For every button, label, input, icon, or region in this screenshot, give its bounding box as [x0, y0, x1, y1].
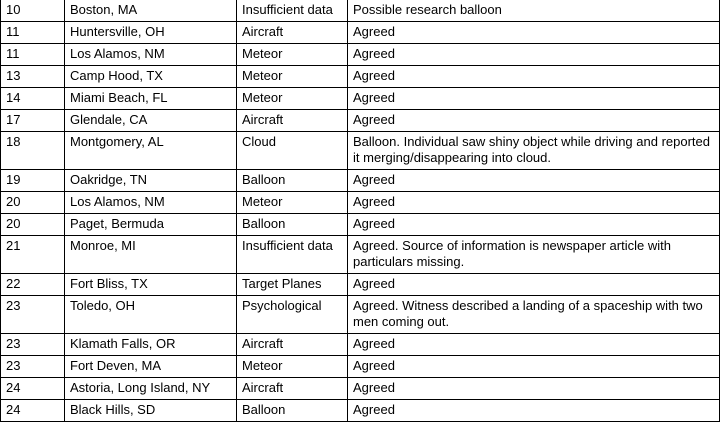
day-cell: 18 [1, 132, 65, 170]
table-row [1, 214, 720, 236]
table-row [1, 66, 720, 88]
day-cell: 11 [1, 44, 65, 66]
location-cell: Huntersville, OH [65, 22, 237, 44]
day-cell: 13 [1, 66, 65, 88]
explanation-cell: Meteor [237, 66, 348, 88]
comment-cell: Agreed [348, 22, 720, 44]
comment-cell: Agreed [348, 378, 720, 400]
explanation-cell: Meteor [237, 192, 348, 214]
location-cell: Oakridge, TN [65, 170, 237, 192]
day-cell: 10 [1, 0, 65, 22]
table-row [1, 236, 720, 274]
location-cell: Miami Beach, FL [65, 88, 237, 110]
comment-cell: Agreed [348, 192, 720, 214]
explanation-cell: Aircraft [237, 22, 348, 44]
table-row [1, 0, 720, 22]
location-cell: Glendale, CA [65, 110, 237, 132]
location-cell: Paget, Bermuda [65, 214, 237, 236]
table-row [1, 378, 720, 400]
location-cell: Astoria, Long Island, NY [65, 378, 237, 400]
explanation-cell: Balloon [237, 214, 348, 236]
table-row [1, 22, 720, 44]
location-cell: Montgomery, AL [65, 132, 237, 170]
location-cell: Fort Bliss, TX [65, 274, 237, 296]
comment-cell: Agreed [348, 214, 720, 236]
explanation-cell: Psychological [237, 296, 348, 334]
day-cell: 11 [1, 22, 65, 44]
day-cell: 24 [1, 378, 65, 400]
comment-cell: Agreed [348, 88, 720, 110]
explanation-cell: Meteor [237, 44, 348, 66]
comment-cell: Agreed. Witness described a landing of a spaceship with two men coming out. [348, 296, 720, 334]
explanation-cell: Insufficient data [237, 0, 348, 22]
table-row [1, 132, 720, 170]
comment-cell: Agreed [348, 334, 720, 356]
table-row [1, 192, 720, 214]
table-row [1, 44, 720, 66]
comment-cell: Agreed [348, 356, 720, 378]
day-cell: 22 [1, 274, 65, 296]
location-cell: Black Hills, SD [65, 400, 237, 422]
table-row [1, 274, 720, 296]
explanation-cell: Meteor [237, 356, 348, 378]
comment-cell: Balloon. Individual saw shiny object while driving and reported it merging/disappearing into cloud. [348, 132, 720, 170]
location-cell: Boston, MA [65, 0, 237, 22]
location-cell: Los Alamos, NM [65, 44, 237, 66]
day-cell: 23 [1, 356, 65, 378]
day-cell: 21 [1, 236, 65, 274]
location-cell: Monroe, MI [65, 236, 237, 274]
location-cell: Los Alamos, NM [65, 192, 237, 214]
day-cell: 23 [1, 296, 65, 334]
table-row [1, 110, 720, 132]
explanation-cell: Aircraft [237, 334, 348, 356]
table-row [1, 170, 720, 192]
explanation-cell: Target Planes [237, 274, 348, 296]
day-cell: 20 [1, 192, 65, 214]
comment-cell: Agreed [348, 44, 720, 66]
explanation-cell: Balloon [237, 400, 348, 422]
comment-cell: Agreed [348, 110, 720, 132]
location-cell: Toledo, OH [65, 296, 237, 334]
comment-cell: Agreed [348, 66, 720, 88]
explanation-cell: Balloon [237, 170, 348, 192]
explanation-cell: Aircraft [237, 378, 348, 400]
table-row [1, 296, 720, 334]
location-cell: Klamath Falls, OR [65, 334, 237, 356]
location-cell: Camp Hood, TX [65, 66, 237, 88]
comment-cell: Agreed [348, 170, 720, 192]
day-cell: 14 [1, 88, 65, 110]
comment-cell: Agreed. Source of information is newspaper article with particulars missing. [348, 236, 720, 274]
day-cell: 23 [1, 334, 65, 356]
comment-cell: Agreed [348, 400, 720, 422]
table-row [1, 88, 720, 110]
table-row [1, 356, 720, 378]
day-cell: 24 [1, 400, 65, 422]
explanation-cell: Meteor [237, 88, 348, 110]
day-cell: 19 [1, 170, 65, 192]
explanation-cell: Aircraft [237, 110, 348, 132]
comment-cell: Agreed [348, 274, 720, 296]
day-cell: 17 [1, 110, 65, 132]
day-cell: 20 [1, 214, 65, 236]
table-row [1, 400, 720, 422]
explanation-cell: Insufficient data [237, 236, 348, 274]
location-cell: Fort Deven, MA [65, 356, 237, 378]
comment-cell: Possible research balloon [348, 0, 720, 22]
explanation-cell: Cloud [237, 132, 348, 170]
table-row [1, 334, 720, 356]
